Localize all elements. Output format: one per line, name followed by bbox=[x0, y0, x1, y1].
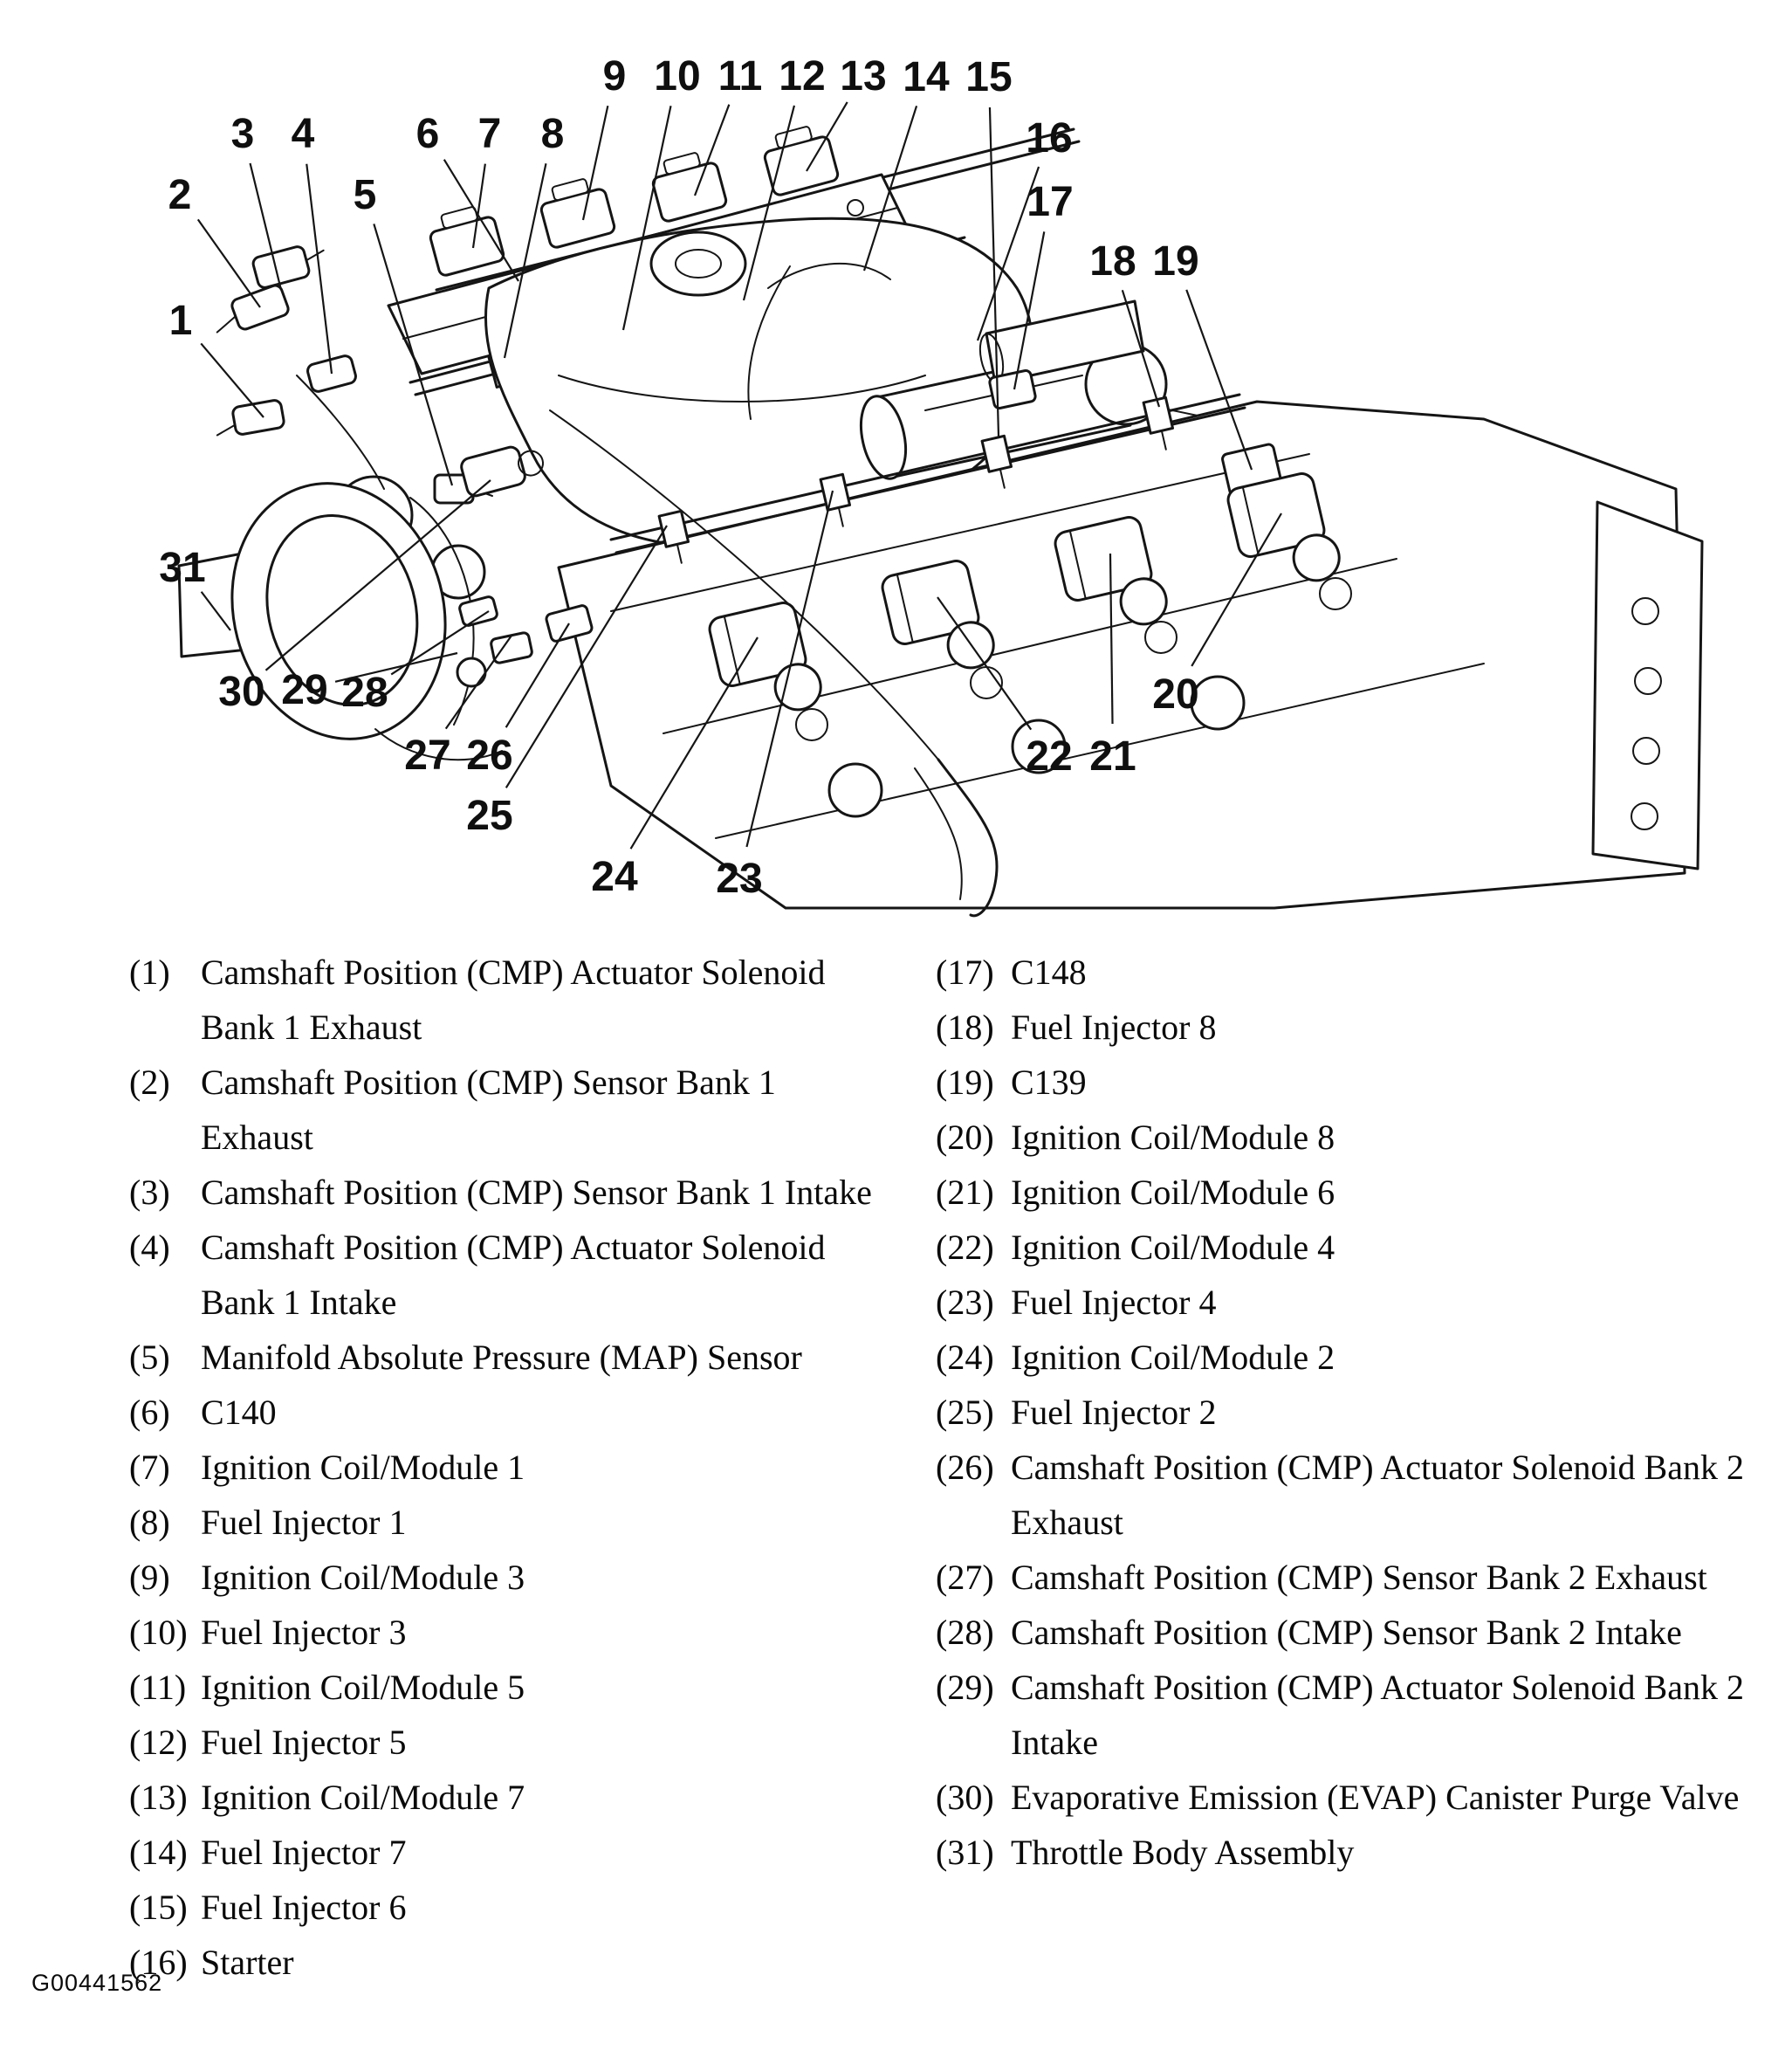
legend-item-number: (29) bbox=[936, 1668, 994, 1707]
callout-number-4: 4 bbox=[291, 111, 315, 157]
legend-item-text: Throttle Body Assembly bbox=[1011, 1833, 1355, 1872]
callout-number-9: 9 bbox=[602, 53, 627, 100]
legend-item-number: (2) bbox=[129, 1063, 170, 1102]
legend-item-number: (22) bbox=[936, 1228, 994, 1267]
callout-number-31: 31 bbox=[159, 545, 206, 591]
legend-item-1 bbox=[129, 945, 915, 1055]
callout-number-19: 19 bbox=[1152, 238, 1199, 285]
legend-item-number: (31) bbox=[936, 1833, 994, 1872]
callout-number-8: 8 bbox=[540, 111, 565, 157]
legend-item-8 bbox=[129, 1495, 915, 1550]
legend-item-number: (21) bbox=[936, 1173, 994, 1212]
legend-item-5 bbox=[129, 1330, 915, 1385]
legend-item-number: (19) bbox=[936, 1063, 994, 1102]
figure-code: G00441562 bbox=[31, 1970, 163, 1996]
legend-item-11 bbox=[129, 1660, 915, 1715]
legend-item-text: Ignition Coil/Module 2 bbox=[1011, 1338, 1335, 1377]
legend-item-text: Manifold Absolute Pressure (MAP) Sensor bbox=[201, 1338, 802, 1377]
legend-item-text: Camshaft Position (CMP) Sensor Bank 1 Exhaust bbox=[201, 1063, 776, 1157]
callout-number-13: 13 bbox=[840, 53, 887, 100]
legend-item-text: Starter bbox=[201, 1943, 294, 1982]
legend-item-number: (13) bbox=[129, 1778, 188, 1817]
legend-item-21 bbox=[936, 1165, 1782, 1220]
callout-2 bbox=[168, 172, 260, 307]
legend-item-text: Ignition Coil/Module 8 bbox=[1011, 1118, 1335, 1157]
legend-item-12 bbox=[129, 1715, 915, 1770]
callout-number-22: 22 bbox=[1026, 733, 1073, 780]
legend-item-3 bbox=[129, 1165, 915, 1220]
legend-right-column bbox=[936, 945, 1782, 1880]
legend-item-30 bbox=[936, 1770, 1782, 1825]
legend-item-text: Camshaft Position (CMP) Actuator Solenoid Bank 1 Intake bbox=[201, 1228, 826, 1322]
legend-item-2 bbox=[129, 1055, 915, 1165]
legend-item-text: Fuel Injector 6 bbox=[201, 1888, 407, 1927]
callout-number-14: 14 bbox=[903, 54, 950, 100]
bank2-cmp-cluster bbox=[457, 595, 593, 686]
legend-item-text: Camshaft Position (CMP) Actuator Solenoid Bank 2 Exhaust bbox=[1011, 1448, 1744, 1542]
legend-item-16 bbox=[129, 1935, 915, 1990]
legend-item-text: Ignition Coil/Module 5 bbox=[201, 1668, 525, 1707]
legend-item-text: Fuel Injector 4 bbox=[1011, 1283, 1217, 1322]
legend-item-25 bbox=[936, 1385, 1782, 1440]
legend-item-text: C139 bbox=[1011, 1063, 1087, 1102]
legend-item-number: (18) bbox=[936, 1008, 994, 1047]
legend-item-17 bbox=[936, 945, 1782, 1000]
callout-number-5: 5 bbox=[353, 172, 377, 218]
legend-item-number: (5) bbox=[129, 1338, 170, 1377]
legend-item-text: Ignition Coil/Module 7 bbox=[201, 1778, 525, 1817]
leader-line-4 bbox=[306, 164, 332, 374]
callout-number-12: 12 bbox=[779, 53, 826, 100]
callout-number-24: 24 bbox=[591, 854, 638, 900]
legend-item-number: (10) bbox=[129, 1613, 188, 1652]
callout-number-21: 21 bbox=[1089, 733, 1136, 780]
callout-number-27: 27 bbox=[404, 733, 451, 779]
legend-item-26 bbox=[936, 1440, 1782, 1550]
legend-item-text: Ignition Coil/Module 3 bbox=[201, 1558, 525, 1597]
legend-item-13 bbox=[129, 1770, 915, 1825]
legend-item-number: (30) bbox=[936, 1778, 994, 1817]
legend-item-22 bbox=[936, 1220, 1782, 1275]
legend-left-column bbox=[129, 945, 915, 1990]
legend-item-text: Fuel Injector 8 bbox=[1011, 1008, 1217, 1047]
callout-number-18: 18 bbox=[1089, 238, 1136, 285]
legend-item-number: (15) bbox=[129, 1888, 188, 1927]
cmp-actuator-b1-exhaust bbox=[213, 399, 285, 438]
legend-item-6 bbox=[129, 1385, 915, 1440]
callout-number-10: 10 bbox=[654, 53, 701, 100]
leader-line-2 bbox=[198, 219, 260, 307]
callout-number-26: 26 bbox=[466, 733, 513, 779]
legend-item-27 bbox=[936, 1550, 1782, 1605]
callout-number-1: 1 bbox=[168, 298, 193, 344]
legend-item-number: (11) bbox=[129, 1668, 187, 1707]
legend-item-19 bbox=[936, 1055, 1782, 1110]
legend-item-text: Camshaft Position (CMP) Sensor Bank 2 Intake bbox=[1011, 1613, 1682, 1652]
legend-item-number: (12) bbox=[129, 1723, 188, 1762]
legend-item-29 bbox=[936, 1660, 1782, 1770]
callout-number-23: 23 bbox=[716, 856, 763, 902]
callout-number-17: 17 bbox=[1026, 179, 1074, 225]
legend-item-number: (1) bbox=[129, 953, 170, 992]
legend-item-10 bbox=[129, 1605, 915, 1660]
c148-connector bbox=[989, 369, 1036, 409]
legend-item-number: (3) bbox=[129, 1173, 170, 1212]
legend-item-20 bbox=[936, 1110, 1782, 1165]
callout-number-16: 16 bbox=[1026, 115, 1073, 162]
callout-number-20: 20 bbox=[1152, 671, 1199, 718]
callout-number-3: 3 bbox=[230, 111, 255, 157]
legend-item-number: (8) bbox=[129, 1503, 170, 1542]
ignition-coil-3 bbox=[536, 175, 615, 249]
callout-number-11: 11 bbox=[717, 53, 763, 100]
ignition-coil-7 bbox=[759, 122, 839, 196]
legend-item-text: Ignition Coil/Module 6 bbox=[1011, 1173, 1335, 1212]
callout-number-28: 28 bbox=[341, 670, 388, 716]
legend-item-number: (25) bbox=[936, 1393, 994, 1432]
legend-item-number: (20) bbox=[936, 1118, 994, 1157]
legend-item-23 bbox=[936, 1275, 1782, 1330]
legend-item-text: C148 bbox=[1011, 953, 1087, 992]
legend-item-31 bbox=[936, 1825, 1782, 1880]
legend-item-text: Camshaft Position (CMP) Actuator Solenoid Bank 2 Intake bbox=[1011, 1668, 1744, 1762]
legend-item-15 bbox=[129, 1880, 915, 1935]
leader-line-1 bbox=[201, 343, 264, 417]
legend-item-text: Camshaft Position (CMP) Sensor Bank 2 Exhaust bbox=[1011, 1558, 1707, 1597]
engine-diagram bbox=[0, 0, 1792, 939]
legend-item-text: C140 bbox=[201, 1393, 277, 1432]
legend-item-number: (26) bbox=[936, 1448, 994, 1487]
legend-item-number: (14) bbox=[129, 1833, 188, 1872]
legend-item-number: (23) bbox=[936, 1283, 994, 1322]
callout-number-30: 30 bbox=[218, 669, 265, 715]
callout-4 bbox=[292, 111, 332, 374]
legend-item-number: (28) bbox=[936, 1613, 994, 1652]
legend-item-text: Fuel Injector 7 bbox=[201, 1833, 407, 1872]
legend-item-9 bbox=[129, 1550, 915, 1605]
legend-item-number: (6) bbox=[129, 1393, 170, 1432]
legend-item-4 bbox=[129, 1220, 915, 1330]
legend-item-text: Fuel Injector 3 bbox=[201, 1613, 407, 1652]
callout-number-29: 29 bbox=[281, 667, 328, 713]
legend-item-18 bbox=[936, 1000, 1782, 1055]
legend-item-number: (4) bbox=[129, 1228, 170, 1267]
legend-item-text: Fuel Injector 1 bbox=[201, 1503, 407, 1542]
legend-item-24 bbox=[936, 1330, 1782, 1385]
legend-item-text: Camshaft Position (CMP) Sensor Bank 1 Intake bbox=[201, 1173, 872, 1212]
callout-number-15: 15 bbox=[965, 54, 1013, 100]
legend-item-text: Fuel Injector 2 bbox=[1011, 1393, 1217, 1432]
legend-item-number: (9) bbox=[129, 1558, 170, 1597]
callout-number-25: 25 bbox=[466, 793, 513, 839]
legend-item-text: Ignition Coil/Module 1 bbox=[201, 1448, 525, 1487]
leader-line-27 bbox=[446, 636, 512, 729]
callout-number-2: 2 bbox=[168, 172, 192, 218]
callout-number-7: 7 bbox=[477, 111, 502, 157]
legend-item-text: Ignition Coil/Module 4 bbox=[1011, 1228, 1335, 1267]
legend-item-text: Fuel Injector 5 bbox=[201, 1723, 407, 1762]
legend-item-number: (16) bbox=[129, 1943, 188, 1982]
legend-item-number: (27) bbox=[936, 1558, 994, 1597]
legend-item-number: (17) bbox=[936, 953, 994, 992]
legend-item-14 bbox=[129, 1825, 915, 1880]
legend-item-text: Evaporative Emission (EVAP) Canister Purge Valve bbox=[1011, 1778, 1740, 1817]
callout-number-6: 6 bbox=[415, 111, 440, 157]
legend-item-28 bbox=[936, 1605, 1782, 1660]
legend-item-number: (7) bbox=[129, 1448, 170, 1487]
legend-item-7 bbox=[129, 1440, 915, 1495]
legend-item-text: Camshaft Position (CMP) Actuator Solenoid Bank 1 Exhaust bbox=[201, 953, 826, 1047]
engine-line-art bbox=[179, 122, 1702, 939]
legend-item-number: (24) bbox=[936, 1338, 994, 1377]
